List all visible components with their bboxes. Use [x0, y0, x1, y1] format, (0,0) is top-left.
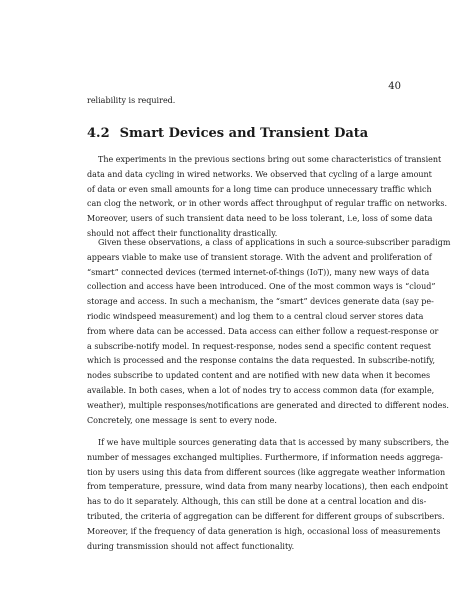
text-line: Moreover, if the frequency of data generation is high, occasional loss of measurements	[87, 526, 441, 536]
text-line: The experiments in the previous sections bring out some characteristics of transient	[98, 155, 442, 164]
text-line: If we have multiple sources generating data that is accessed by many subscribers, the	[98, 438, 449, 447]
text-line: of data or even small amounts for a long time can produce unnecessary traffic which	[87, 184, 432, 194]
text-line: tributed, the criteria of aggregation can be different for different groups of subscribers.	[87, 511, 445, 521]
section-number: 4.2	[87, 126, 110, 141]
text-line: nodes subscribe to updated content and are notified with new data when it becomes	[87, 371, 431, 381]
text-line: can clog the network, or in other words affect throughput of regular traffic on networks.	[87, 199, 448, 209]
text-line: during transmission should not affect functionality.	[87, 541, 295, 551]
section-title: Smart Devices and Transient Data	[119, 126, 369, 141]
text-line: tion by users using this data from different sources (like aggregate weather information	[87, 467, 446, 477]
text-line: should not affect their functionality drastically.	[87, 228, 278, 238]
text-line: appears viable to make use of transient storage. With the advent and proliferation of	[87, 252, 432, 262]
text-line: storage and access. In such a mechanism, the “smart” devices generate data (say pe-	[87, 297, 434, 307]
text-line: “smart” connected devices (termed internet-of-things (IoT)), many new ways of data	[87, 267, 430, 277]
paragraph-3	[87, 436, 449, 554]
text-line: riodic windspeed measurement) and log them to a central cloud server stores data	[87, 311, 424, 321]
text-line: Given these observations, a class of applications in such a source-subscriber paradigm	[98, 238, 451, 247]
continuation-text: reliability is required.	[87, 96, 176, 105]
paragraph-2	[87, 236, 451, 428]
text-line: data and data cycling in wired networks. We observed that cycling of a large amount	[87, 169, 432, 179]
page-number: 40	[388, 81, 401, 92]
text-line: available. In both cases, when a lot of nodes try to access common data (for example,	[87, 385, 435, 395]
paragraph-1	[87, 153, 448, 242]
text-line: Concretely, one message is sent to every node.	[87, 415, 277, 425]
text-line: weather), multiple responses/notifications are generated and directed to different nodes.	[87, 400, 449, 410]
text-line: has to do it separately. Although, this can still be done at a central location and dis-	[87, 497, 427, 507]
text-line: number of messages exchanged multiplies. Furthermore, if information needs aggrega-	[87, 452, 443, 462]
text-line: collection and access have been introduced. One of the most common ways is “cloud”	[87, 282, 436, 292]
text-line: which is processed and the response contains the data requested. In subscribe-notify,	[87, 356, 436, 366]
text-line: from where data can be accessed. Data access can either follow a request-response or	[87, 326, 439, 336]
section-heading	[87, 126, 368, 141]
text-line: a subscribe-notify model. In request-response, nodes send a specific content request	[87, 341, 432, 351]
text-line: Moreover, users of such transient data need to be loss tolerant, i.e, loss of some data	[87, 214, 433, 224]
text-line: from temperature, pressure, wind data from many nearby locations), then each endpoint	[87, 482, 449, 492]
